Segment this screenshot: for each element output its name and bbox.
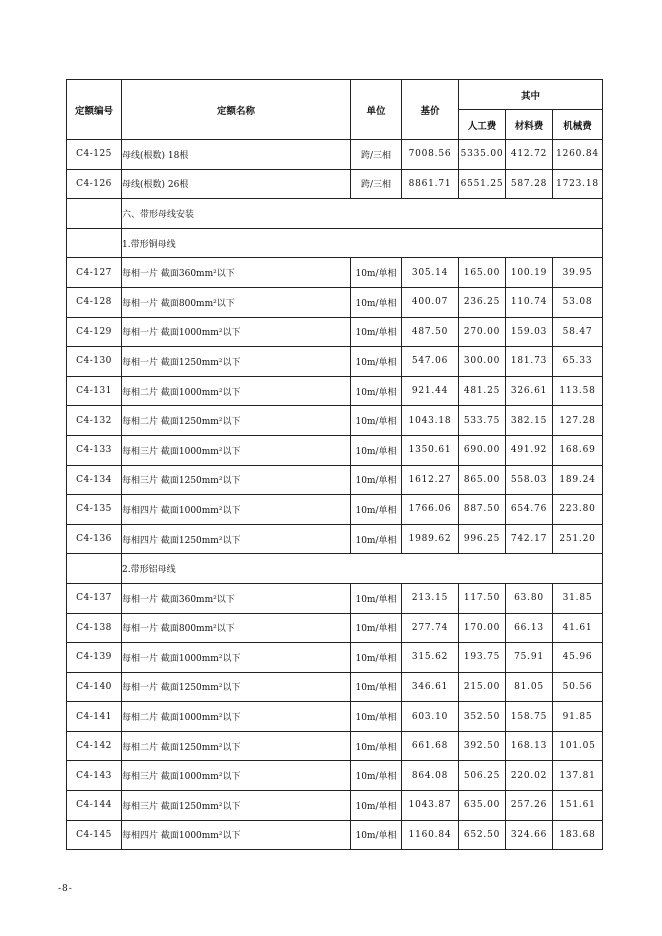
row-name: 每相二片 截面1000mm²以下 — [122, 702, 351, 732]
row-machine: 101.05 — [553, 731, 603, 761]
row-code: C4-127 — [67, 258, 122, 288]
table-row — [67, 435, 603, 465]
row-material: 100.19 — [506, 258, 553, 288]
header-unit: 单位 — [351, 80, 402, 140]
row-machine: 58.47 — [553, 317, 603, 347]
page-number: -8- — [58, 884, 73, 894]
row-code: C4-142 — [67, 731, 122, 761]
row-material: 257.26 — [506, 791, 553, 821]
row-base-price: 8861.71 — [402, 169, 459, 199]
row-material: 558.03 — [506, 465, 553, 495]
row-code: C4-143 — [67, 761, 122, 791]
header-labor: 人工费 — [459, 110, 506, 140]
row-machine: 168.69 — [553, 435, 603, 465]
row-unit: 10m/单相 — [351, 613, 402, 643]
row-unit: 10m/单相 — [351, 791, 402, 821]
row-base-price: 7008.56 — [402, 140, 459, 170]
row-labor: 6551.25 — [459, 169, 506, 199]
table-row — [67, 465, 603, 495]
row-name: 每相一片 截面800mm²以下 — [122, 287, 351, 317]
row-machine: 1260.84 — [553, 140, 603, 170]
row-base-price: 1043.18 — [402, 406, 459, 436]
row-labor: 652.50 — [459, 820, 506, 850]
table-row — [67, 613, 603, 643]
row-name: 母线(根数) 26根 — [122, 169, 351, 199]
row-labor: 690.00 — [459, 435, 506, 465]
section-code-cell — [67, 199, 122, 229]
row-code: C4-129 — [67, 317, 122, 347]
row-name: 每相三片 截面1250mm²以下 — [122, 791, 351, 821]
row-name: 每相二片 截面1000mm²以下 — [122, 376, 351, 406]
table-row — [67, 317, 603, 347]
row-machine: 53.08 — [553, 287, 603, 317]
row-code: C4-141 — [67, 702, 122, 732]
row-code: C4-144 — [67, 791, 122, 821]
row-machine: 41.61 — [553, 613, 603, 643]
table-row — [67, 672, 603, 702]
row-unit: 10m/单相 — [351, 347, 402, 377]
row-base-price: 277.74 — [402, 613, 459, 643]
row-base-price: 1160.84 — [402, 820, 459, 850]
row-code: C4-135 — [67, 495, 122, 525]
row-unit: 10m/单相 — [351, 643, 402, 673]
table-row — [67, 583, 603, 613]
row-labor: 392.50 — [459, 731, 506, 761]
row-name: 每相一片 截面1000mm²以下 — [122, 643, 351, 673]
row-labor: 481.25 — [459, 376, 506, 406]
table-row — [67, 258, 603, 288]
row-machine: 251.20 — [553, 524, 603, 554]
row-unit: 10m/单相 — [351, 761, 402, 791]
row-material: 158.75 — [506, 702, 553, 732]
row-name: 每相一片 截面1250mm²以下 — [122, 672, 351, 702]
section-code-cell — [67, 228, 122, 258]
row-labor: 996.25 — [459, 524, 506, 554]
row-base-price: 547.06 — [402, 347, 459, 377]
row-unit: 10m/单相 — [351, 820, 402, 850]
table-row — [67, 376, 603, 406]
row-code: C4-138 — [67, 613, 122, 643]
row-name: 每相一片 截面1000mm²以下 — [122, 317, 351, 347]
row-base-price: 213.15 — [402, 583, 459, 613]
table-row — [67, 406, 603, 436]
row-unit: 10m/单相 — [351, 258, 402, 288]
row-machine: 39.95 — [553, 258, 603, 288]
row-machine: 113.58 — [553, 376, 603, 406]
row-labor: 236.25 — [459, 287, 506, 317]
row-unit: 10m/单相 — [351, 317, 402, 347]
row-labor: 506.25 — [459, 761, 506, 791]
row-name: 每相四片 截面1000mm²以下 — [122, 820, 351, 850]
row-base-price: 864.08 — [402, 761, 459, 791]
row-code: C4-139 — [67, 643, 122, 673]
table-row — [67, 791, 603, 821]
row-base-price: 1043.87 — [402, 791, 459, 821]
table-row — [67, 140, 603, 170]
row-machine: 50.56 — [553, 672, 603, 702]
row-labor: 300.00 — [459, 347, 506, 377]
row-labor: 352.50 — [459, 702, 506, 732]
table-row — [67, 524, 603, 554]
row-name: 每相三片 截面1000mm²以下 — [122, 435, 351, 465]
row-unit: 10m/单相 — [351, 435, 402, 465]
row-base-price: 1350.61 — [402, 435, 459, 465]
row-material: 742.17 — [506, 524, 553, 554]
row-material: 63.80 — [506, 583, 553, 613]
section-row — [67, 199, 603, 229]
table-row — [67, 495, 603, 525]
row-machine: 1723.18 — [553, 169, 603, 199]
row-code: C4-137 — [67, 583, 122, 613]
row-labor: 215.00 — [459, 672, 506, 702]
row-labor: 865.00 — [459, 465, 506, 495]
row-code: C4-128 — [67, 287, 122, 317]
row-unit: 10m/单相 — [351, 672, 402, 702]
row-machine: 137.81 — [553, 761, 603, 791]
row-code: C4-126 — [67, 169, 122, 199]
row-unit: 跨/三相 — [351, 140, 402, 170]
table-row — [67, 731, 603, 761]
header-code: 定额编号 — [67, 80, 122, 140]
row-unit: 10m/单相 — [351, 406, 402, 436]
row-material: 168.13 — [506, 731, 553, 761]
row-unit: 10m/单相 — [351, 495, 402, 525]
row-name: 母线(根数) 18根 — [122, 140, 351, 170]
row-code: C4-133 — [67, 435, 122, 465]
row-name: 每相三片 截面1250mm²以下 — [122, 465, 351, 495]
table-body — [67, 140, 603, 850]
row-name: 每相二片 截面1250mm²以下 — [122, 406, 351, 436]
row-material: 81.05 — [506, 672, 553, 702]
row-code: C4-132 — [67, 406, 122, 436]
table-row — [67, 169, 603, 199]
header-row-top — [67, 80, 603, 110]
quota-table — [66, 79, 603, 850]
row-base-price: 661.68 — [402, 731, 459, 761]
row-unit: 10m/单相 — [351, 524, 402, 554]
row-labor: 270.00 — [459, 317, 506, 347]
row-code: C4-131 — [67, 376, 122, 406]
row-code: C4-130 — [67, 347, 122, 377]
table-row — [67, 287, 603, 317]
table-row — [67, 702, 603, 732]
row-machine: 91.85 — [553, 702, 603, 732]
row-machine: 45.96 — [553, 643, 603, 673]
row-base-price: 921.44 — [402, 376, 459, 406]
section-title: 六、带形母线安装 — [122, 199, 603, 229]
row-base-price: 1989.62 — [402, 524, 459, 554]
header-base-price: 基价 — [402, 80, 459, 140]
row-labor: 165.00 — [459, 258, 506, 288]
row-labor: 170.00 — [459, 613, 506, 643]
header-name: 定额名称 — [122, 80, 351, 140]
row-unit: 10m/单相 — [351, 465, 402, 495]
section-title: 2.带形铝母线 — [122, 554, 603, 584]
row-name: 每相三片 截面1000mm²以下 — [122, 761, 351, 791]
row-name: 每相一片 截面360mm²以下 — [122, 258, 351, 288]
row-base-price: 400.07 — [402, 287, 459, 317]
section-title: 1.带形铜母线 — [122, 228, 603, 258]
row-code: C4-140 — [67, 672, 122, 702]
row-labor: 5335.00 — [459, 140, 506, 170]
row-material: 220.02 — [506, 761, 553, 791]
row-material: 382.15 — [506, 406, 553, 436]
row-labor: 635.00 — [459, 791, 506, 821]
section-code-cell — [67, 554, 122, 584]
row-material: 181.73 — [506, 347, 553, 377]
row-machine: 65.33 — [553, 347, 603, 377]
row-code: C4-145 — [67, 820, 122, 850]
row-material: 110.74 — [506, 287, 553, 317]
row-labor: 533.75 — [459, 406, 506, 436]
row-unit: 10m/单相 — [351, 731, 402, 761]
row-code: C4-136 — [67, 524, 122, 554]
row-unit: 10m/单相 — [351, 583, 402, 613]
row-material: 587.28 — [506, 169, 553, 199]
section-row — [67, 228, 603, 258]
row-base-price: 603.10 — [402, 702, 459, 732]
row-machine: 223.80 — [553, 495, 603, 525]
row-base-price: 487.50 — [402, 317, 459, 347]
row-name: 每相四片 截面1250mm²以下 — [122, 524, 351, 554]
row-labor: 193.75 — [459, 643, 506, 673]
header-group: 其中 — [459, 80, 603, 110]
row-machine: 127.28 — [553, 406, 603, 436]
row-material: 412.72 — [506, 140, 553, 170]
row-name: 每相一片 截面360mm²以下 — [122, 583, 351, 613]
table-row — [67, 347, 603, 377]
table-row — [67, 820, 603, 850]
row-material: 75.91 — [506, 643, 553, 673]
row-machine: 151.61 — [553, 791, 603, 821]
row-material: 159.03 — [506, 317, 553, 347]
row-material: 66.13 — [506, 613, 553, 643]
row-code: C4-125 — [67, 140, 122, 170]
header-machine: 机械费 — [553, 110, 603, 140]
row-labor: 887.50 — [459, 495, 506, 525]
row-material: 491.92 — [506, 435, 553, 465]
row-base-price: 315.62 — [402, 643, 459, 673]
section-row — [67, 554, 603, 584]
row-machine: 189.24 — [553, 465, 603, 495]
row-material: 654.76 — [506, 495, 553, 525]
row-unit: 10m/单相 — [351, 702, 402, 732]
row-unit: 10m/单相 — [351, 376, 402, 406]
row-name: 每相一片 截面1250mm²以下 — [122, 347, 351, 377]
row-machine: 31.85 — [553, 583, 603, 613]
row-code: C4-134 — [67, 465, 122, 495]
row-unit: 10m/单相 — [351, 287, 402, 317]
row-material: 326.61 — [506, 376, 553, 406]
row-material: 324.66 — [506, 820, 553, 850]
row-name: 每相四片 截面1000mm²以下 — [122, 495, 351, 525]
row-labor: 117.50 — [459, 583, 506, 613]
row-unit: 跨/三相 — [351, 169, 402, 199]
row-machine: 183.68 — [553, 820, 603, 850]
table-row — [67, 643, 603, 673]
row-base-price: 1612.27 — [402, 465, 459, 495]
table-row — [67, 761, 603, 791]
row-base-price: 1766.06 — [402, 495, 459, 525]
header-material: 材料费 — [506, 110, 553, 140]
row-base-price: 305.14 — [402, 258, 459, 288]
row-name: 每相二片 截面1250mm²以下 — [122, 731, 351, 761]
row-base-price: 346.61 — [402, 672, 459, 702]
row-name: 每相一片 截面800mm²以下 — [122, 613, 351, 643]
